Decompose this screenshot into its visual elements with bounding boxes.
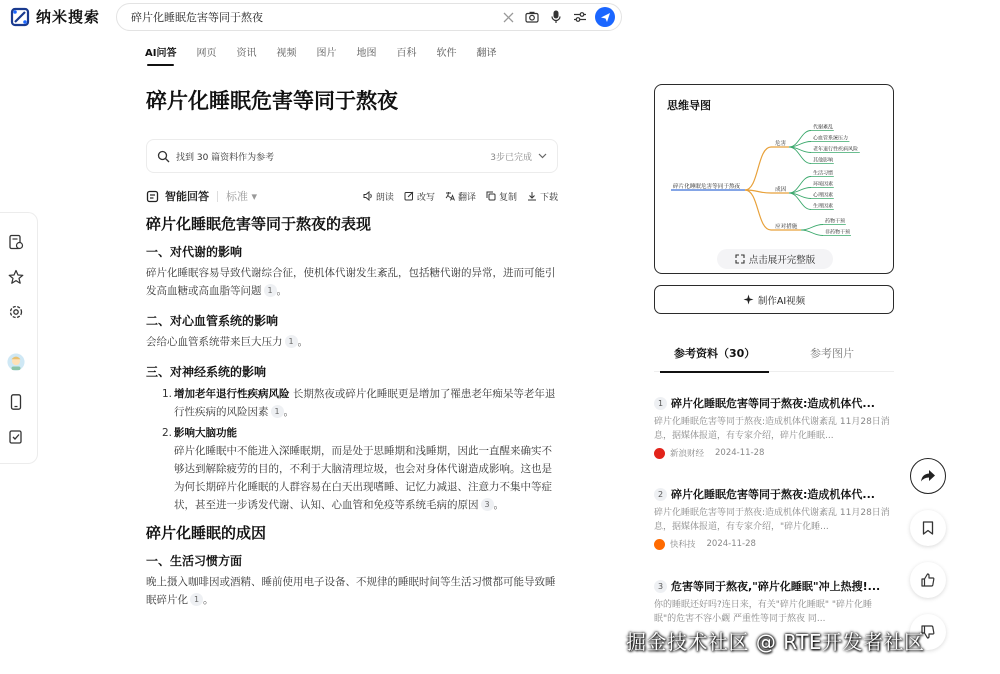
left-rail (0, 212, 38, 464)
read-aloud-label: 朗读 (375, 192, 394, 203)
page-title: 碎片化睡眠危害等同于熬夜 (146, 89, 398, 113)
list-number: 1. (162, 388, 173, 400)
sina-finance-icon (654, 448, 665, 459)
copy-label: 复制 (498, 192, 517, 203)
reference-item[interactable] (654, 579, 894, 626)
tab-ai-qa[interactable]: AI问答 (145, 44, 176, 66)
star-icon[interactable] (7, 268, 25, 286)
reference-source: 快科技 (670, 540, 696, 550)
paragraph-text: 碎片化睡眠容易导致代谢综合征，使机体代谢发生紊乱，包括糖代谢的异常，进而可能引发高血糖或高血脂等问题 (146, 267, 556, 297)
subsection-heading: 一、对代谢的影响 (146, 245, 243, 259)
citation-badge[interactable]: 1 (190, 593, 203, 606)
list-number: 2. (162, 427, 173, 439)
like-button[interactable] (910, 562, 946, 598)
translate-icon (445, 191, 455, 201)
reference-summary-text: 找到 30 篇资料作为参考 (176, 152, 275, 163)
paragraph-text: 晚上摄入咖啡因或酒精、睡前使用电子设备、不规律的睡眠时间等生活习惯都可能导致睡眠碎片化 (146, 576, 556, 606)
mind-map-branch-link (745, 147, 771, 190)
mind-map-branch-link (745, 190, 771, 230)
steps-status: 3步已完成 (490, 152, 532, 163)
mind-map-title: 思维导图 (667, 99, 711, 112)
tab-reference-images[interactable]: 参考图片 (810, 347, 854, 360)
tab-map[interactable]: 地图 (356, 48, 377, 59)
mind-map-branch: 危害 (775, 141, 787, 147)
history-icon[interactable] (7, 233, 25, 251)
search-submit-button[interactable] (595, 7, 615, 27)
chevron-down-icon (538, 153, 547, 159)
mind-map-branch: 应对措施 (775, 224, 798, 230)
subsection-heading: 二、对心血管系统的影响 (146, 314, 279, 328)
bookmark-icon (922, 521, 934, 535)
mode-label: 标准 (226, 190, 248, 203)
expand-label: 点击展开完整版 (748, 255, 816, 266)
mind-map-card[interactable] (654, 84, 894, 274)
reference-title[interactable]: 碎片化睡眠危害等同于熬夜:造成机体代... (671, 488, 875, 501)
search-input[interactable] (131, 11, 495, 24)
copy-icon (486, 191, 496, 201)
mind-map-leaf: 代谢紊乱 (813, 124, 834, 131)
reference-snippet: 碎片化睡眠危害等同于熬夜:造成机体代谢紊乱 11月28日消息，据媒体报道，有专家介绍，碎片化睡眠... (654, 417, 890, 441)
tab-news[interactable]: 资讯 (236, 48, 257, 59)
list-item-title: 影响大脑功能 (174, 427, 237, 439)
list-item-title: 增加老年退行性疾病风险 (174, 388, 290, 400)
watermark: 掘金技术社区 @ RTE开发者社区 (626, 630, 925, 654)
reference-summary-box[interactable] (146, 139, 558, 173)
phone-icon[interactable] (7, 393, 25, 411)
mind-map-leaf: 药物干预 (825, 218, 846, 225)
logo-icon (10, 7, 30, 27)
tab-web[interactable]: 网页 (196, 48, 217, 59)
mind-map-branch: 成因 (775, 187, 787, 193)
list-item-text: 碎片化睡眠中不能进入深睡眠期，而是处于思睡期和浅睡期，因此一直醒来确实不够达到解除疲劳的目的，不利于大脑清理垃圾，也会对身体代谢造成影响。这也是为何长期碎片化睡眠的人群容易在白天出现嗜睡、记忆力减退、注意力不集中等症状，甚至进一步诱发代谢、认知、心血管和免疫等系统毛病的原因 (174, 445, 552, 511)
citation-badge[interactable]: 1 (285, 335, 298, 348)
filter-icon[interactable] (569, 6, 591, 28)
ordered-list (146, 385, 558, 514)
mind-map-leaf: 环境因素 (813, 181, 834, 188)
read-aloud-button[interactable] (363, 190, 394, 203)
make-ai-video-label: 制作AI视频 (757, 295, 806, 307)
citation-badge[interactable]: 1 (264, 284, 277, 297)
logo-text: 纳米搜索 (36, 8, 101, 26)
document-icon (146, 190, 159, 203)
translate-label: 翻译 (457, 192, 476, 203)
make-ai-video-button[interactable] (654, 285, 894, 314)
download-button[interactable] (527, 190, 558, 203)
expand-icon (735, 254, 745, 264)
microphone-icon[interactable] (545, 6, 567, 28)
tab-software[interactable]: 软件 (436, 48, 457, 59)
tab-images[interactable]: 图片 (316, 48, 337, 59)
mind-map-leaf: 其他影响 (813, 157, 834, 164)
mind-map-graph (655, 115, 894, 265)
reference-title[interactable]: 危害等同于熬夜,"碎片化睡眠"冲上热搜!... (671, 580, 881, 593)
download-label: 下载 (539, 192, 558, 203)
paragraph: 晚上摄入咖啡因或酒精、睡前使用电子设备、不规律的睡眠时间等生活习惯都可能导致睡眠碎片化 1 。 (146, 576, 556, 606)
expand-mind-map-button[interactable] (717, 249, 833, 269)
share-icon (920, 469, 936, 483)
answer-content (146, 213, 558, 609)
search-sparkle-icon (157, 150, 170, 163)
translate-button[interactable] (445, 190, 476, 203)
mind-map-leaf: 心血管系统压力 (813, 135, 849, 142)
clear-icon[interactable] (497, 6, 519, 28)
avatar[interactable] (7, 353, 25, 371)
reference-date: 2024-11-28 (715, 448, 765, 458)
tab-translate[interactable]: 翻译 (476, 48, 497, 59)
mind-map-leaf: 生活习惯 (813, 170, 834, 177)
list-item: 2. 影响大脑功能 碎片化睡眠中不能进入深睡眠期，而是处于思睡期和浅睡期，因此一直醒来确实不够达到解除疲劳的目的，不利于大脑清理垃圾，也会对身体代谢造成影响。这也是为何长期碎片化睡眠的人群容易在白天出现嗜睡、记忆力减退、注意力不集中等症状，甚至进一步诱发代谢、认知、心血管和免疫等系统毛病的原因 3 。 (146, 424, 558, 514)
notes-icon[interactable] (7, 428, 25, 446)
sparkle-icon (743, 294, 754, 305)
mind-map-leaf: 生理因素 (813, 203, 834, 210)
citation-badge[interactable]: 3 (481, 498, 494, 511)
reference-title[interactable]: 碎片化睡眠危害等同于熬夜:造成机体代... (671, 397, 875, 410)
camera-icon[interactable] (521, 6, 543, 28)
paragraph-text: 会给心血管系统带来巨大压力 (146, 336, 283, 348)
tab-wiki[interactable]: 百科 (396, 48, 417, 59)
answer-toolbar (146, 185, 558, 207)
divider (217, 191, 218, 202)
share-button[interactable] (910, 458, 946, 494)
reference-item[interactable] (654, 487, 894, 550)
thumbs-up-icon (921, 573, 935, 587)
paragraph: 碎片化睡眠容易导致代谢综合征，使机体代谢发生紊乱，包括糖代谢的异常，进而可能引发高血糖或高血脂等问题 1 。 (146, 267, 556, 297)
list-item: 1. 增加老年退行性疾病风险 长期熬夜或碎片化睡眠更是增加了罹患老年痴呆等老年退行性疾病的风险因素 1 。 (146, 385, 558, 421)
mind-map-leaf: 老年退行性疾病风险 (813, 146, 859, 153)
tab-video[interactable]: 视频 (276, 48, 297, 59)
send-icon (600, 12, 611, 23)
mode-selector[interactable]: 标准 ▾ (226, 190, 258, 203)
reference-number: 3 (654, 580, 667, 593)
reference-number: 2 (654, 488, 667, 501)
rewrite-label: 改写 (416, 192, 435, 203)
mind-map-leaf-link (801, 230, 823, 236)
copy-button[interactable] (486, 190, 517, 203)
subsection-heading: 三、对神经系统的影响 (146, 365, 267, 379)
mind-map-leaf: 心理因素 (813, 192, 834, 199)
reference-date: 2024-11-28 (706, 539, 756, 549)
settings-icon[interactable] (7, 303, 25, 321)
section-heading: 碎片化睡眠危害等同于熬夜的表现 (146, 215, 372, 233)
edit-icon (404, 191, 414, 201)
mind-map-root: 碎片化睡眠危害等同于熬夜 (673, 184, 741, 190)
mind-map-leaf: 非药物干预 (825, 229, 851, 236)
bookmark-button[interactable] (910, 510, 946, 546)
reference-item[interactable] (654, 396, 894, 459)
search-tabs (145, 44, 516, 66)
speaker-icon (363, 191, 373, 201)
top-bar (0, 0, 1000, 34)
kuaikeji-icon (654, 539, 665, 550)
section-heading: 碎片化睡眠的成因 (146, 524, 267, 542)
main-content (146, 86, 558, 609)
answer-label: 智能回答 (165, 190, 209, 203)
tab-references[interactable]: 参考资料（30） (674, 347, 756, 360)
reference-tabs (654, 338, 894, 372)
rewrite-button[interactable] (404, 190, 435, 203)
download-icon (527, 191, 537, 201)
reference-snippet: 你的睡眠还好吗?连日来，有关"碎片化睡眠" "碎片化睡眠"的危害不容小觑 严重性等同于熬夜 同... (654, 600, 873, 624)
subsection-heading: 一、生活习惯方面 (146, 554, 243, 568)
reference-snippet: 碎片化睡眠危害等同于熬夜:造成机体代谢紊乱 11月28日消息，据媒体报道，有专家介绍，"碎片化睡... (654, 508, 890, 532)
reference-number: 1 (654, 397, 667, 410)
reference-source: 新浪财经 (670, 449, 705, 459)
logo[interactable] (10, 6, 100, 27)
citation-badge[interactable]: 1 (271, 405, 284, 418)
paragraph: 会给心血管系统带来巨大压力 1 。 (146, 336, 308, 348)
mind-map-leaf-link (801, 225, 823, 231)
list-item-text: 长期熬夜或碎片化睡眠更是增加了罹患老年痴呆等老年退行性疾病的风险因素 (174, 388, 556, 418)
search-box (116, 3, 622, 31)
